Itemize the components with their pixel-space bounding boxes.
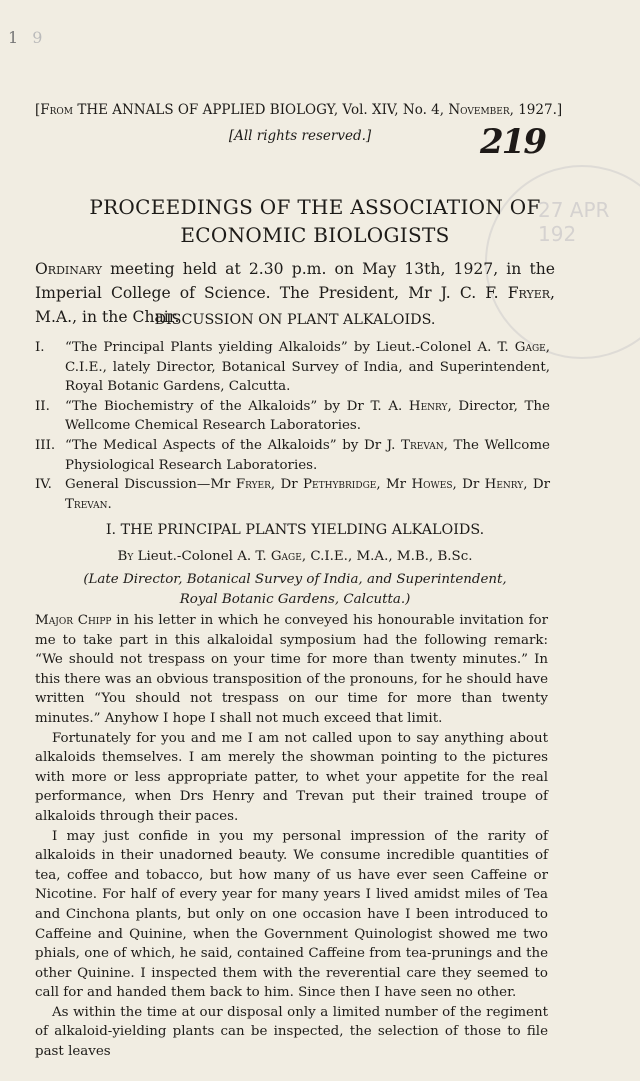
list-text: “The Principal Plants yielding Alkaloids” by Lieut.-Colonel A. T. (65, 340, 515, 355)
source-suffix: , 1927.] (509, 102, 563, 118)
source-citation (35, 102, 562, 118)
addressee-name: Major Chipp (35, 613, 112, 628)
list-text: “The Biochemistry of the Alkaloids” by Dr T. A. (65, 398, 409, 414)
president-name: Fryer (507, 284, 551, 302)
list-text: , Dr (270, 477, 304, 493)
byline-by: By (117, 549, 134, 564)
list-text: General Discussion—Mr (65, 477, 236, 493)
list-text: “The Medical Aspects of the Alkaloids” by Dr J. (65, 437, 402, 453)
stamp-date: 27 APR 192 (538, 198, 610, 246)
author-byline (35, 549, 555, 564)
affiliation-line-2: Royal Botanic Gardens, Calcutta.) (179, 592, 411, 607)
list-text: , Dr (523, 477, 550, 493)
corner-marks (8, 28, 42, 47)
list-text: , Mr (376, 477, 412, 493)
paragraph: As within the time at our disposal only a limited number of the regiment of alkaloid-yielding plants can be inspected, the selection of those to file past leaves (35, 1004, 548, 1060)
list-item (35, 436, 550, 475)
speaker-name: Trevan (401, 437, 444, 453)
source-prefix: [From (35, 102, 74, 118)
meeting-text: meeting held at 2.30 p.m. on May 13th, 1927, in the Imperial College of Science. The President, Mr J. C. F. (35, 260, 555, 302)
list-number: I. (35, 340, 45, 355)
list-text: , Dr (452, 477, 485, 493)
speaker-name: Trevan (65, 496, 108, 512)
page-title (30, 193, 600, 249)
source-main: THE ANNALS OF APPLIED BIOLOGY, Vol. XIV, No. 4, (77, 102, 445, 118)
speaker-name: Pethybridge (303, 477, 377, 493)
byline-rest: Lieut.-Colonel A. T. (133, 549, 271, 564)
list-item (35, 475, 550, 514)
author-name: Gage (270, 549, 302, 564)
author-affiliation (35, 570, 555, 610)
paragraph: I may just confide in you my personal impression of the rarity of alkaloids in their unadorned beauty. We consume incredible quantities of tea, coffee and tobacco, but how many of us have ever seen Caffeine or Nicotine. For half of every year for many years I lived amidst miles of Tea and Cinchona plants, but only on one occasion have I been introduced to Caffeine and Quinine, when the Government Quinologist showed me two phials, one of which, he said, contained Caffeine from tea-prunings and the other Quinine. I inspected them with the reverential care they seemed to call for and handed them back to him. Since then I have seen no other. (35, 828, 548, 1001)
list-text: . (107, 496, 112, 512)
paragraph: Fortunately for you and me I am not called upon to say anything about alkaloids themselves. I am merely the showman pointing to the pictures with more or less appropriate patter, to whet your appetite for the real performance, when Drs Henry and Trevan put their trained troupe of alkaloids through their paces. (35, 730, 548, 824)
discussion-list (35, 338, 550, 514)
speaker-name: Gage (514, 340, 546, 355)
list-text: , Director, The Wellcome Chemical Research Laboratories. (65, 398, 550, 434)
meeting-word: Ordinary (35, 260, 103, 278)
handwritten-number: 219 (480, 122, 545, 162)
list-number: III. (35, 437, 56, 453)
title-line-1: PROCEEDINGS OF THE ASSOCIATION OF (89, 195, 541, 219)
title-line-2: ECONOMIC BIOLOGISTS (180, 223, 450, 247)
paragraph (35, 611, 548, 729)
source-month: November (448, 102, 510, 118)
discussion-heading: DISCUSSION ON PLANT ALKALOIDS. (154, 312, 436, 328)
list-number: IV. (35, 477, 52, 493)
section-heading: I. THE PRINCIPAL PLANTS YIELDING ALKALOIDS. (105, 522, 485, 538)
speaker-name: Henry (484, 477, 524, 493)
meeting-text-2: , M.A., in the Chair. (35, 284, 555, 326)
speaker-name: Howes (411, 477, 453, 493)
affiliation-line-1: (Late Director, Botanical Survey of India, and Superintendent, (83, 572, 507, 587)
list-item (35, 338, 550, 397)
article-body (35, 611, 548, 1062)
rights-notice: [All rights reserved.] (228, 128, 372, 144)
list-item (35, 397, 550, 436)
paragraph-text: in his letter in which he conveyed his honourable invitation for me to take part in this alkaloidal symposium had the following remark: “We should not trespass on your time for more than twenty minutes.” In this there was an obvious transposition of the pronouns, for he should have written “You should not trespass on our time for more than twenty minutes.” Anyhow I hope I shall not much exceed that limit. (35, 613, 549, 726)
list-number: II. (35, 398, 50, 414)
corner-mark-faint: 9 (32, 28, 43, 47)
author-degrees: , C.I.E., M.A., M.B., B.Sc. (301, 549, 473, 564)
list-text: , C.I.E., lately Director, Botanical Survey of India, and Superintendent, Royal Botanic Gardens, Calcutta. (65, 340, 550, 395)
list-text: , The Wellcome Physiological Research Laboratories. (65, 437, 550, 473)
speaker-name: Fryer (235, 477, 271, 493)
corner-mark-left: 1 (8, 28, 19, 47)
speaker-name: Henry (408, 398, 448, 414)
